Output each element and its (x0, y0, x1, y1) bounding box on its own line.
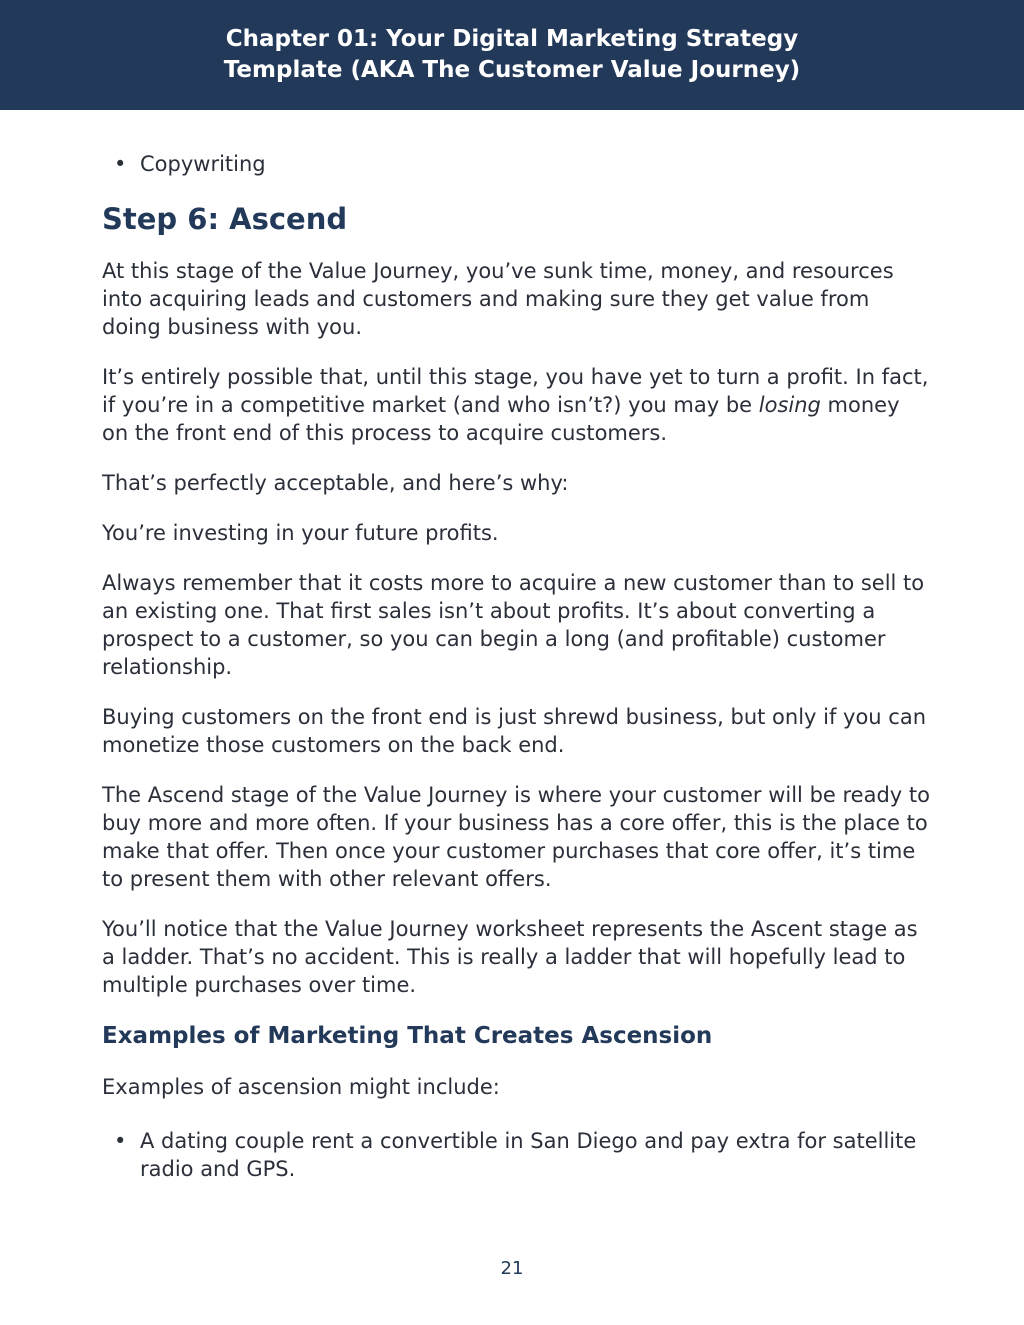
chapter-title-line-2: Template (AKA The Customer Value Journey) (223, 57, 801, 83)
top-bullet-list (102, 150, 932, 178)
paragraph: The Ascend stage of the Value Journey is where your customer will be ready to buy more and more often. If your business has a core offer, this is the place to make that offer. Then once your customer purchases that core offer, it’s time to present them with other relevant offers. (102, 783, 930, 891)
subsection-heading: Examples of Marketing That Creates Ascension (102, 1023, 713, 1049)
list-item-text: A dating couple rent a convertible in San Diego and pay extra for satellite radio and GPS. (140, 1129, 917, 1181)
paragraph-text: money on the front end of this process to acquire customers. (102, 393, 900, 445)
list-item (102, 150, 932, 178)
bullet-marker: • (114, 1129, 127, 1153)
list-item (102, 1127, 932, 1183)
paragraph: At this stage of the Value Journey, you’ve sunk time, money, and resources into acquiring leads and customers and making sure they get value from doing business with you. (102, 259, 894, 339)
paragraph: Buying customers on the front end is just shrewd business, but only if you can monetize those customers on the back end. (102, 705, 927, 757)
chapter-header (0, 0, 1024, 110)
example-bullet-list (102, 1127, 932, 1183)
bullet-marker: • (114, 152, 127, 176)
section-heading: Step 6: Ascend (102, 202, 348, 236)
paragraph (102, 363, 932, 447)
chapter-title-line-1: Chapter 01: Your Digital Marketing Strategy (225, 26, 799, 52)
paragraph: Examples of ascension might include: (102, 1075, 500, 1099)
paragraph: Always remember that it costs more to acquire a new customer than to sell to an existing one. That first sales isn’t about profits. It’s about converting a prospect to a customer, so you can begin a long (and profitable) customer relationship. (102, 571, 925, 679)
list-item-text: Copywriting (140, 152, 266, 176)
paragraph: That’s perfectly acceptable, and here’s why: (102, 471, 569, 495)
paragraph: You’ll notice that the Value Journey worksheet represents the Ascent stage as a ladder. That’s no accident. This is really a ladder that will hopefully lead to multiple purchases over time. (102, 917, 918, 997)
page-content (102, 150, 932, 1183)
paragraph-text: It’s entirely possible that, until this stage, you have yet to turn a profit. In fact, if you’re in a competitive market (and who isn’t?) you may be (102, 365, 929, 417)
emphasized-text: losing (758, 393, 821, 417)
page-number: 21 (500, 1258, 524, 1279)
paragraph: You’re investing in your future profits. (102, 521, 499, 545)
